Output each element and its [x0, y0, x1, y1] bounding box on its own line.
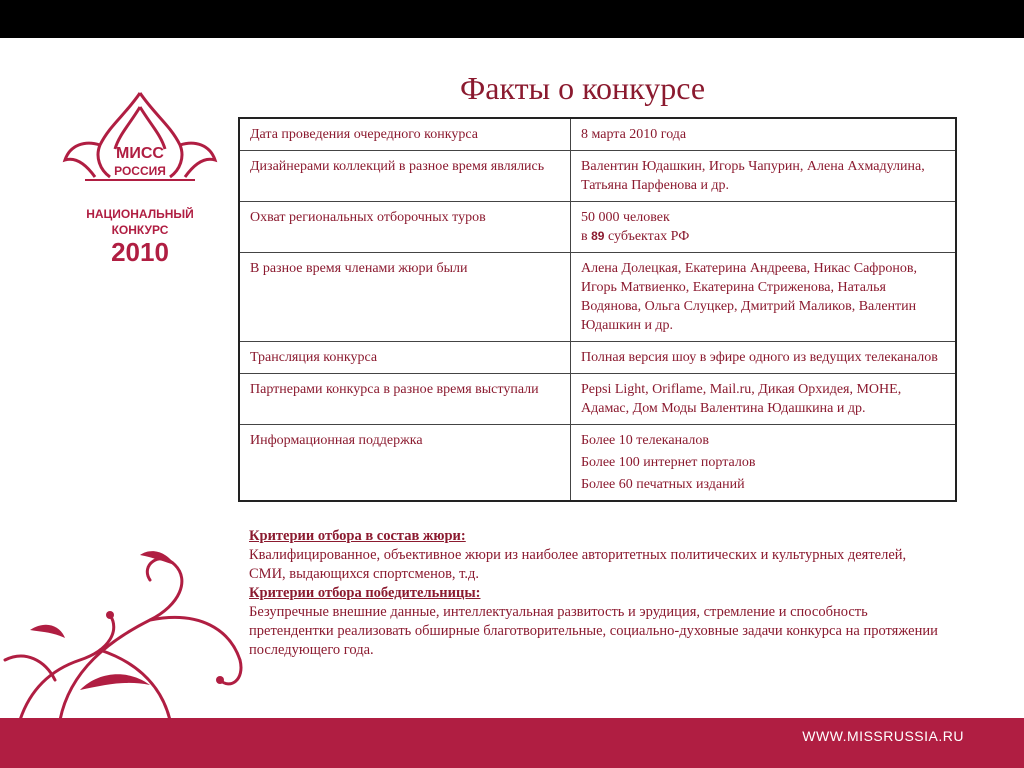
- miss-russia-logo: [55, 85, 225, 270]
- row-value: 8 марта 2010 года: [571, 118, 957, 151]
- table-row: [239, 202, 956, 253]
- row-value: Полная версия шоу в эфире одного из ведущих телеканалов: [571, 342, 957, 374]
- page-title: Факты о конкурсе: [460, 70, 706, 106]
- table-row: [239, 253, 956, 342]
- table-row: [239, 425, 956, 502]
- row-value-line: 50 000 человек: [581, 210, 670, 225]
- row-value-number: 89: [591, 229, 605, 243]
- logo-line3: НАЦИОНАЛЬНЫЙ: [86, 207, 194, 221]
- table-row: [239, 151, 956, 202]
- row-value-line: Более 60 печатных изданий: [581, 477, 745, 492]
- jury-criteria-text: Квалифицированное, объективное жюри из наиболее авторитетных политических и культурных деятелей, СМИ, выдающихся спортсменов, т.д.: [249, 547, 907, 582]
- row-value: Алена Долецкая, Екатерина Андреева, Никас Сафронов, Игорь Матвиенко, Екатерина Стриженова, Наталья Водянова, Ольга Слуцкер, Дмитрий Маликов, Валентин Юдашкин и др.: [571, 253, 957, 342]
- row-label: Дизайнерами коллекций в разное время являлись: [239, 151, 571, 202]
- row-label: Трансляция конкурса: [239, 342, 571, 374]
- row-label: Партнерами конкурса в разное время выступали: [239, 374, 571, 425]
- row-value-line: Более 10 телеканалов: [581, 433, 710, 448]
- winner-criteria-text: Безупречные внешние данные, интеллектуальная развитость и эрудиция, стремление и способность претендентки реализовать обширные благотворительные, социально-духовные задачи конкурса на протяжении последующего года.: [249, 604, 938, 658]
- table-row: [239, 342, 956, 374]
- row-value-part: в: [581, 229, 588, 244]
- row-value: [571, 425, 957, 502]
- row-value-line: Более 100 интернет порталов: [581, 455, 756, 470]
- logo-line4: КОНКУРС: [111, 223, 169, 237]
- logo-line1: МИСС: [116, 145, 164, 162]
- website-url: WWW.MISSRUSSIA.RU: [802, 728, 964, 744]
- row-value: Pepsi Light, Oriflame, Mail.ru, Дикая Орхидея, МОНЕ, Адамас, Дом Моды Валентина Юдашкина и др.: [571, 374, 957, 425]
- table-row: [239, 118, 956, 151]
- table-row: [239, 374, 956, 425]
- jury-criteria-heading: Критерии отбора в состав жюри:: [249, 528, 466, 544]
- facts-table: [238, 117, 957, 502]
- row-value: Валентин Юдашкин, Игорь Чапурин, Алена Ахмадулина, Татьяна Парфенова и др.: [571, 151, 957, 202]
- criteria-block: [249, 527, 939, 660]
- row-value-line: [581, 227, 945, 246]
- logo-year: 2010: [111, 237, 169, 267]
- logo-line2: РОССИЯ: [114, 164, 166, 178]
- winner-criteria-heading: Критерии отбора победительницы:: [249, 585, 481, 601]
- row-value: [571, 202, 957, 253]
- row-label: Охват региональных отборочных туров: [239, 202, 571, 253]
- row-label: Информационная поддержка: [239, 425, 571, 502]
- row-label: В разное время членами жюри были: [239, 253, 571, 342]
- top-bar: [0, 0, 1024, 38]
- row-label: Дата проведения очередного конкурса: [239, 118, 571, 151]
- row-value-part: субъектах РФ: [607, 229, 690, 244]
- floral-ornament: [0, 520, 260, 720]
